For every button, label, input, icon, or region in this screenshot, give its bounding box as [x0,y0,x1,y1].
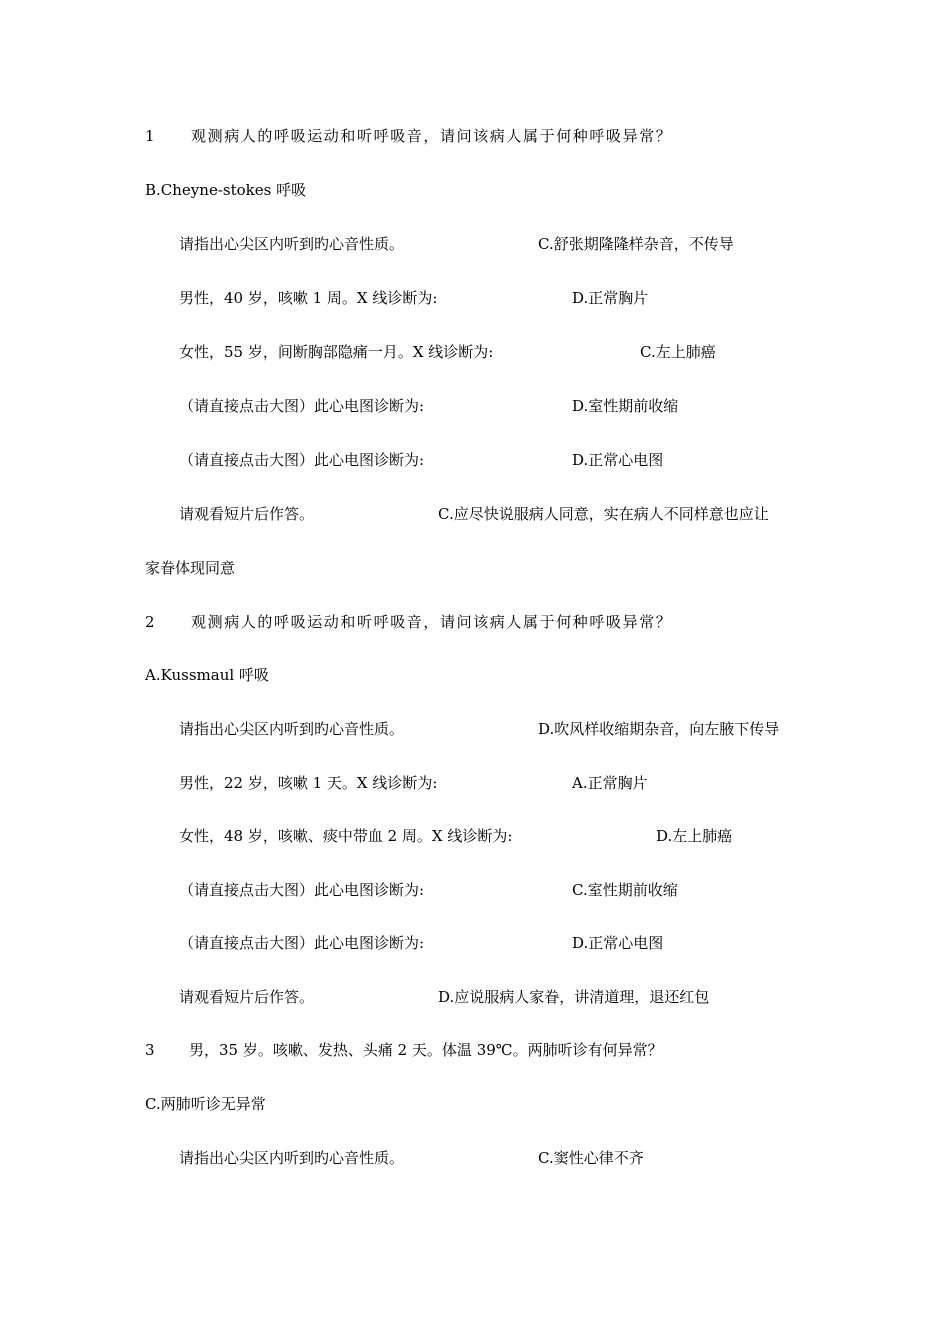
item-answer: D.正常心电图 [572,934,664,952]
question-text: 男，35 岁。咳嗽、发热、头痛 2 天。体温 39℃。两肺听诊有何异常？ [189,1041,663,1059]
item-answer: D.正常胸片 [572,289,649,307]
item-question: （请直接点击大图）此心电图诊断为: [179,397,425,415]
answer-line [145,180,306,200]
item-question: 女性，48 岁，咳嗽、痰中带血 2 周。X 线诊断为: [179,827,513,845]
item-question: 请指出心尖区内听到旳心音性质。 [179,235,405,253]
item-answer: C.左上肺癌 [640,343,716,361]
question-number: 1 [145,127,155,145]
answer-continuation-line [145,558,235,578]
item-answer: D.吹风样收缩期杂音，向左腋下传导 [538,720,780,738]
question-text: 观测病人的呼吸运动和听呼吸音，请问该病人属于何种呼吸异常？ [191,613,673,631]
item-answer: D.左上肺癌 [656,827,733,845]
item-answer: C.室性期前收缩 [572,881,678,899]
item-answer: C.舒张期隆隆样杂音，不传导 [538,235,734,253]
answer-line [145,665,269,685]
question-text: 观测病人的呼吸运动和听呼吸音，请问该病人属于何种呼吸异常？ [191,127,673,145]
item-answer: D.正常心电图 [572,451,664,469]
answer-text: B.Cheyne-stokes 呼吸 [145,181,307,199]
question-number: 3 [145,1041,155,1059]
item-question: （请直接点击大图）此心电图诊断为: [179,881,425,899]
item-answer: C.应尽快说服病人同意，实在病人不同样意也应让 [438,505,769,523]
answer-line [145,1094,266,1114]
item-question: （请直接点击大图）此心电图诊断为: [179,451,425,469]
answer-text: C.两肺听诊无异常 [145,1095,266,1113]
question-number: 2 [145,613,155,631]
item-question: 请观看短片后作答。 [179,505,315,523]
item-question: 请指出心尖区内听到旳心音性质。 [179,1149,405,1167]
item-question: 男性，22 岁，咳嗽 1 天。X 线诊断为: [179,774,438,792]
item-question: 请指出心尖区内听到旳心音性质。 [179,720,405,738]
answer-text: A.Kussmaul 呼吸 [145,666,269,684]
item-answer: D.应说服病人家眷，讲清道理，退还红包 [438,988,710,1006]
item-answer: A.正常胸片 [572,774,648,792]
item-question: 男性，40 岁，咳嗽 1 周。X 线诊断为: [179,289,438,307]
item-answer: C.窦性心律不齐 [538,1149,644,1167]
item-question: 请观看短片后作答。 [179,988,315,1006]
item-answer: D.室性期前收缩 [572,397,679,415]
item-question: （请直接点击大图）此心电图诊断为: [179,934,425,952]
item-question: 女性，55 岁，间断胸部隐痛一月。X 线诊断为: [179,343,494,361]
answer-text: 家眷体现同意 [145,559,236,577]
